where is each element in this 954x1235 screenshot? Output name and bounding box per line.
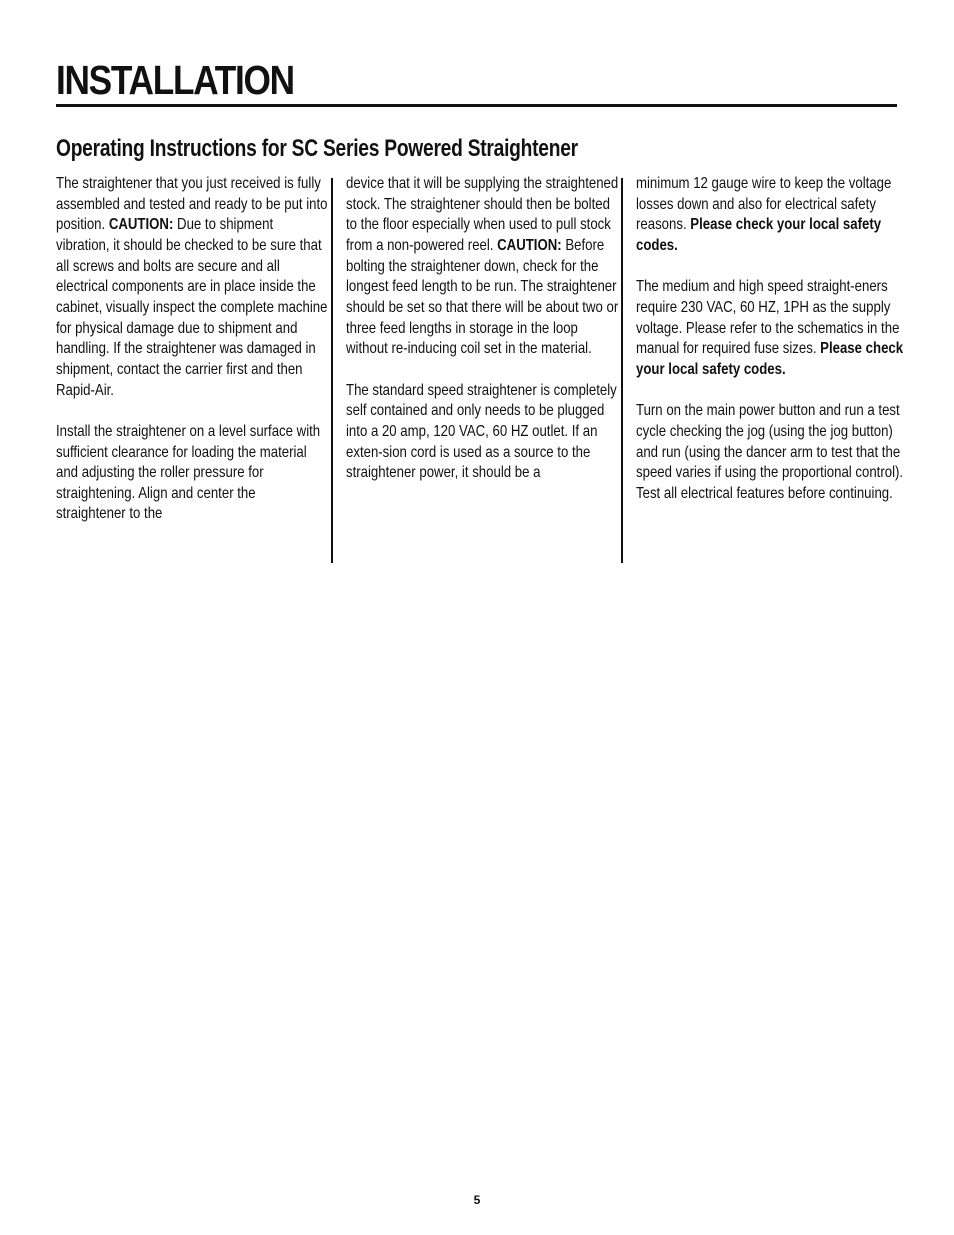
text-run: device that it will be supplying the straightened stock. The straightener should then be bolted to the floor especially when used to pull stock from a non-powered reel.	[346, 175, 619, 254]
text-column-2	[346, 174, 618, 484]
paragraph	[346, 174, 618, 360]
page-title: INSTALLATION	[56, 57, 294, 103]
paragraph	[56, 174, 328, 401]
text-run: The standard speed straightener is completely self contained and only needs to be plugged into a 20 amp, 120 VAC, 60 HZ outlet. If an exten-sion cord is used as a source to the straightener power, it should be a	[346, 381, 617, 482]
text-run: The straightener that you just received is fully assembled and tested and ready to be put into position.	[56, 175, 328, 234]
text-run: Install the straightener on a level surface with sufficient clearance for loading the material and adjusting the roller pressure for straightening. Align and center the straightener to the	[56, 422, 321, 523]
bold-text: Please check your local safety codes.	[636, 340, 904, 378]
text-column-3	[636, 174, 908, 504]
paragraph	[636, 401, 908, 504]
section-title: Operating Instructions for SC Series Powered Straightener	[56, 135, 578, 162]
column-divider	[331, 178, 333, 563]
text-run: Turn on the main power button and run a test cycle checking the jog (using the jog button) and run (using the dancer arm to test that the speed varies if using the proportional control). Test all electrical features before continuing.	[636, 402, 904, 502]
text-run: minimum 12 gauge wire to keep the voltage losses down and also for electrical safety reasons.	[636, 175, 892, 234]
paragraph	[636, 277, 908, 380]
text-run: Before bolting the straightener down, check for the longest feed length to be run. The straightener should be set so that there will be about two or three feed lengths in storage in the loop without re-inducing coil set in the material.	[346, 236, 619, 358]
page-number: 5	[473, 1193, 481, 1207]
paragraph	[346, 381, 618, 484]
text-run: The medium and high speed straight-eners require 230 VAC, 60 HZ, 1PH as the supply voltage. Please refer to the schematics in the manual for required fuse sizes.	[636, 278, 900, 358]
title-rule	[56, 104, 897, 107]
text-column-1	[56, 174, 328, 525]
paragraph	[636, 174, 908, 257]
column-body	[346, 174, 618, 484]
paragraph	[56, 422, 328, 525]
bold-text: CAUTION:	[497, 236, 562, 254]
text-run: Due to shipment vibration, it should be checked to be sure that all screws and bolts are secure and all electrical components are in place inside the cabinet, visually inspect the complete machine for physical damage due to shipment and handling. If the straightener was damaged in shipment, contact the carrier first and then Rapid-Air.	[56, 216, 328, 399]
bold-text: CAUTION:	[108, 216, 174, 234]
bold-text: Please check your local safety codes.	[636, 216, 882, 254]
column-body	[56, 174, 328, 525]
column-body	[636, 174, 908, 504]
column-divider	[621, 178, 623, 563]
